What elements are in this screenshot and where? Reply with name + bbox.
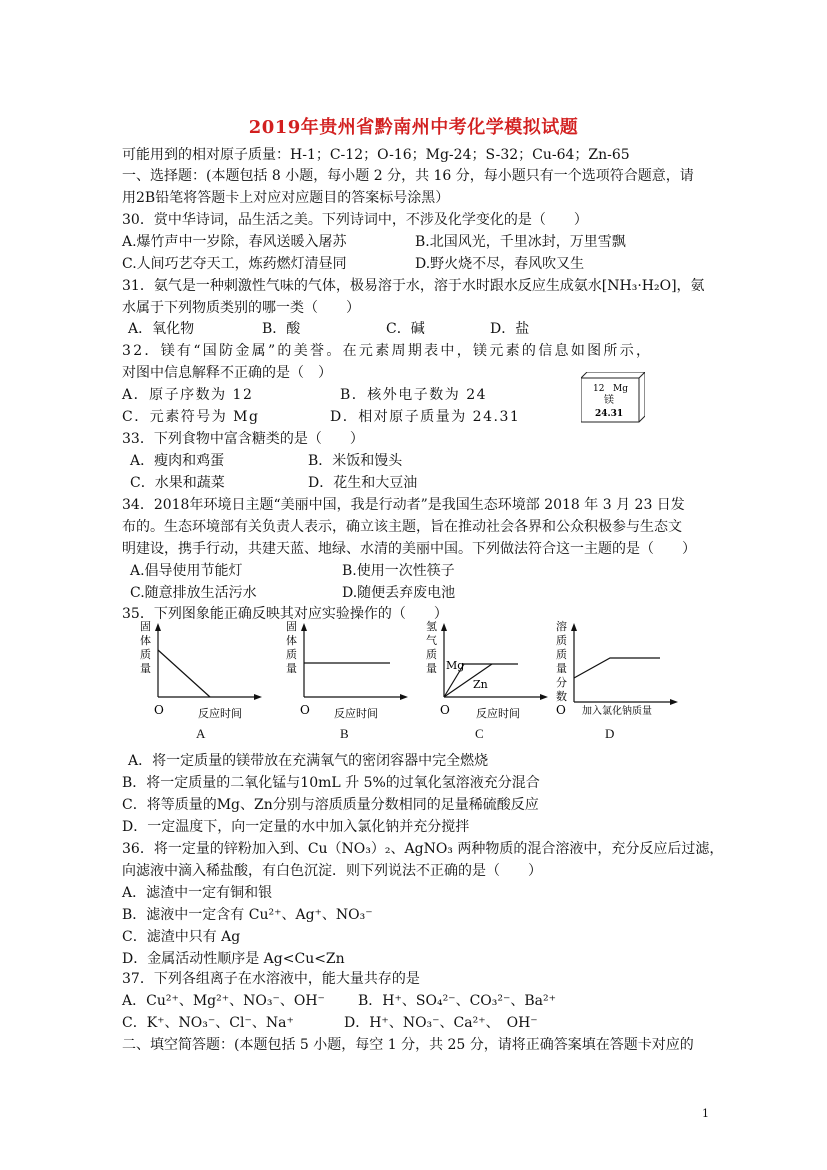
question-36-cont: 向滤液中滴入稀盐酸，有白色沉淀．则下列说法不正确的是（ ） <box>122 863 542 879</box>
element-mass: 24.31 <box>595 409 624 419</box>
svg-text:体: 体 <box>140 634 151 647</box>
page-number: 1 <box>702 1107 709 1120</box>
question-34-cont1: 布的。生态环境部有关负责人表示，确立该主题，旨在推动社会各界和公众积极参与生态文 <box>122 519 682 535</box>
graph-b-label: B <box>340 726 349 741</box>
svg-text:反应时间: 反应时间 <box>476 707 520 720</box>
graph-b <box>284 620 414 729</box>
atomic-mass-line: 可能用到的相对原子质量：H-1；C-12；O-16；Mg-24；S-32；Cu-64；Zn-65 <box>122 147 630 163</box>
svg-text:量: 量 <box>140 662 151 675</box>
magnesium-element-card <box>581 372 645 422</box>
q33-option-c: C．水果和蔬菜 <box>130 475 225 491</box>
svg-text:固: 固 <box>286 620 297 633</box>
graph-a-label: A <box>196 726 206 741</box>
q36-option-a: A．滤渣中一定有铜和银 <box>122 885 273 901</box>
svg-text:O: O <box>440 703 450 717</box>
q36-option-b: B．滤液中一定含有 Cu²⁺、Ag⁺、NO₃⁻ <box>122 907 373 923</box>
question-32: 32．镁有“国防金属”的美誉。在元素周期表中，镁元素的信息如图所示， <box>122 343 653 359</box>
svg-text:量: 量 <box>286 662 297 675</box>
svg-text:质: 质 <box>556 634 567 647</box>
question-32-cont: 对图中信息解释不正确的是（ ） <box>122 365 332 381</box>
svg-text:O: O <box>154 703 164 717</box>
svg-text:气: 气 <box>426 634 437 647</box>
graph-c <box>424 620 554 729</box>
q35-option-b: B．将一定质量的二氧化锰与10mL 升 5%的过氧化氢溶液充分混合 <box>122 775 540 791</box>
graph-d-label: D <box>605 726 615 741</box>
q37-option-d: D．H⁺、NO₃⁻、Ca²⁺、 OH⁻ <box>344 1015 538 1031</box>
q35-option-c: C．将等质量的Mg、Zn分别与溶质质量分数相同的足量稀硫酸反应 <box>122 797 539 813</box>
question-31-cont: 水属于下列物质类别的哪一类（ ） <box>122 300 360 316</box>
q31-option-b: B．酸 <box>262 321 301 337</box>
question-31: 31．氨气是一种刺激性气味的气体，极易溶于水，溶于水时跟水反应生成氨水[NH₃·H₂O]，氨 <box>122 278 705 294</box>
q34-option-a: A.倡导使用节能灯 <box>130 563 243 579</box>
q32-option-b: B．核外电子数为 24 <box>340 387 488 403</box>
question-30: 30．赏中华诗词，品生活之美。下列诗词中，不涉及化学变化的是（ ） <box>122 212 588 228</box>
question-34-cont2: 明建设，携手行动，共建天蓝、地绿、水清的美丽中国。下列做法符合这一主题的是（ ） <box>122 541 696 557</box>
element-number: 12 <box>593 384 605 394</box>
page-title: 2019年贵州省黔南州中考化学模拟试题 <box>248 117 579 138</box>
svg-text:Mg: Mg <box>446 659 465 672</box>
q37-option-b: B．H⁺、SO₄²⁻、CO₃²⁻、Ba²⁺ <box>358 993 557 1009</box>
q31-option-a: A．氧化物 <box>128 321 195 337</box>
svg-text:O: O <box>300 703 310 717</box>
question-37: 37．下列各组离子在水溶液中，能大量共存的是 <box>122 971 420 987</box>
q37-option-a: A．Cu²⁺、Mg²⁺、NO₃⁻、OH⁻ <box>122 993 325 1009</box>
q33-option-d: D．花生和大豆油 <box>308 475 418 491</box>
graph-a <box>138 620 268 729</box>
svg-text:质: 质 <box>426 648 437 661</box>
question-34: 34．2018年环境日主题“美丽中国，我是行动者”是我国生态环境部 2018 年 3 月 23 日发 <box>122 497 685 513</box>
svg-text:量: 量 <box>426 662 437 675</box>
q31-option-c: C．碱 <box>386 321 425 337</box>
svg-text:溶: 溶 <box>556 620 567 633</box>
section1-intro: 一、选择题：(本题包括 8 小题，每小题 2 分，共 16 分，每小题只有一个选项符合题意，请 <box>122 168 694 184</box>
question-33: 33．下列食物中富含糖类的是（ ） <box>122 431 364 447</box>
q30-option-a: A.爆竹声中一岁除，春风送暖入屠苏 <box>122 234 347 250</box>
q33-option-b: B．米饭和馒头 <box>308 453 403 469</box>
q37-option-c: C．K⁺、NO₃⁻、Cl⁻、Na⁺ <box>122 1015 294 1031</box>
svg-text:Zn: Zn <box>473 678 488 691</box>
svg-text:质: 质 <box>140 648 151 661</box>
q32-option-a: A．原子序数为 12 <box>122 387 254 403</box>
svg-text:数: 数 <box>556 690 567 703</box>
q33-option-a: A．瘦肉和鸡蛋 <box>130 453 225 469</box>
q36-option-d: D．金属活动性顺序是 Ag<Cu<Zn <box>122 951 345 967</box>
svg-text:O: O <box>556 703 566 717</box>
svg-text:分: 分 <box>556 676 567 689</box>
svg-text:体: 体 <box>286 634 297 647</box>
svg-text:氢: 氢 <box>426 620 437 633</box>
q34-option-c: C.随意排放生活污水 <box>130 585 257 601</box>
q36-option-c: C．滤渣中只有 Ag <box>122 929 241 945</box>
q35-option-a: A．将一定质量的镁带放在充满氧气的密闭容器中完全燃烧 <box>128 753 489 769</box>
q30-option-c: C.人间巧艺夺天工，炼药燃灯清昼同 <box>122 256 347 272</box>
q30-option-b: B.北国风光，千里冰封，万里雪飘 <box>415 234 626 250</box>
svg-text:反应时间: 反应时间 <box>198 707 242 720</box>
svg-text:固: 固 <box>140 620 151 633</box>
element-symbol: Mg <box>613 384 628 394</box>
q32-option-d: D．相对原子质量为 24.31 <box>330 409 521 425</box>
q35-option-d: D．一定温度下，向一定量的水中加入氯化钠并充分搅拌 <box>122 819 470 835</box>
svg-text:质: 质 <box>556 648 567 661</box>
graph-d <box>554 620 684 729</box>
q34-option-b: B.使用一次性筷子 <box>342 563 455 579</box>
q31-option-d: D．盐 <box>490 321 530 337</box>
q32-option-c: C．元素符号为 Mg <box>122 409 260 425</box>
svg-text:质: 质 <box>286 648 297 661</box>
section1-intro-cont: 用2B铅笔将答题卡上对应对应题目的答案标号涂黑） <box>122 190 450 206</box>
q34-option-d: D.随便丢弃废电池 <box>342 585 456 601</box>
question-35: 35．下列图象能正确反映其对应实验操作的（ ） <box>122 606 448 622</box>
svg-text:量: 量 <box>556 662 567 675</box>
svg-text:反应时间: 反应时间 <box>334 707 378 720</box>
q30-option-d: D.野火烧不尽，春风吹又生 <box>415 256 585 272</box>
graph-c-label: C <box>475 726 484 741</box>
question-36: 36．将一定量的锌粉加入到、Cu（NO₃）₂、AgNO₃ 两种物质的混合溶液中，充分反应后过滤， <box>122 841 724 857</box>
svg-text:加入氯化钠质量: 加入氯化钠质量 <box>582 706 652 717</box>
element-name: 镁 <box>604 395 614 406</box>
section2-intro: 二、填空简答题：(本题包括 5 小题，每空 1 分，共 25 分，请将正确答案填在答题卡对应的 <box>122 1037 694 1053</box>
